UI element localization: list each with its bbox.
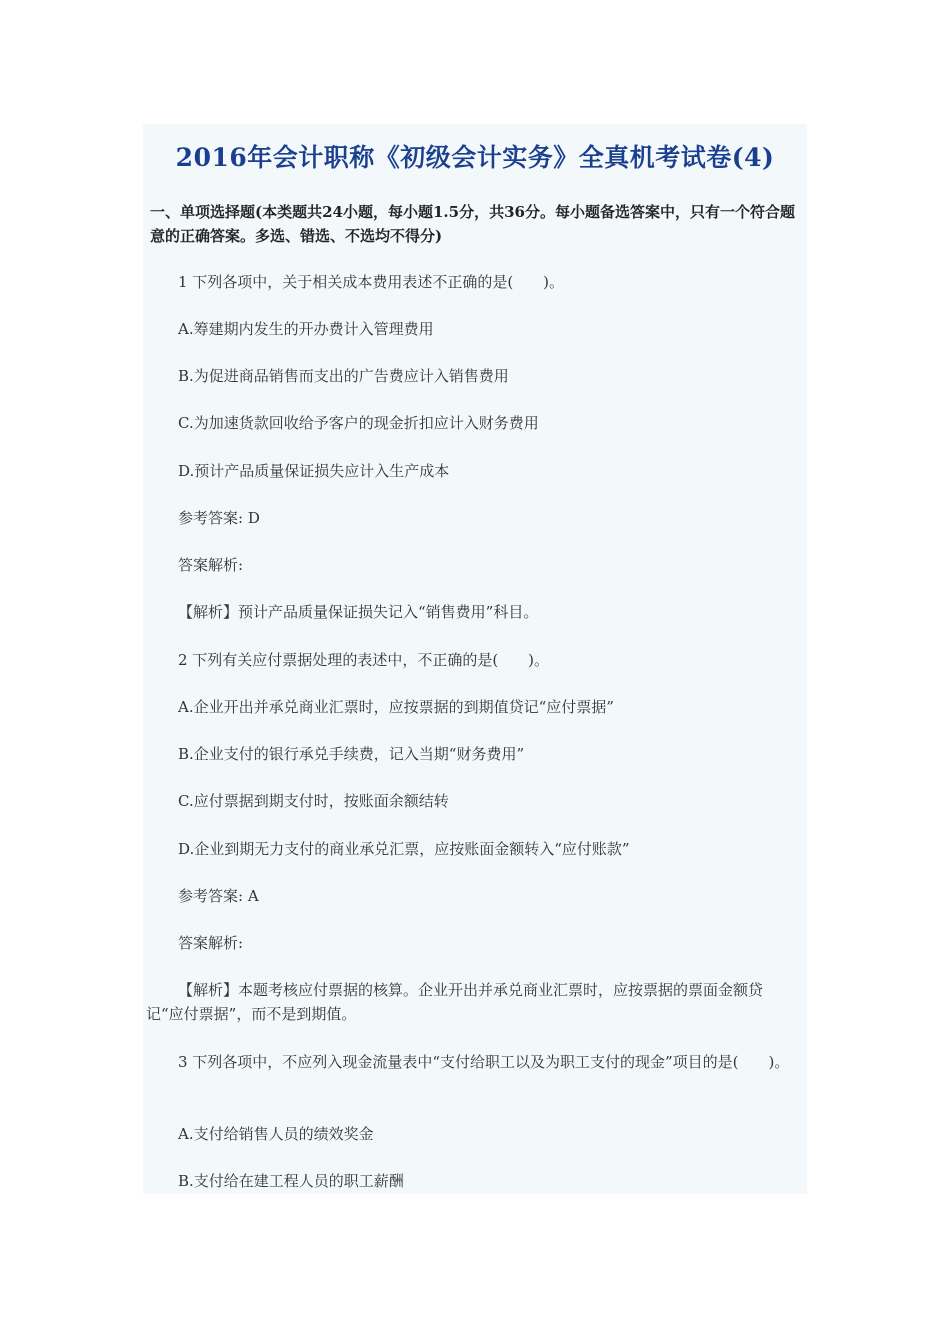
section-heading: 一、单项选择题(本类题共24小题，每小题1.5分，共36分。每小题备选答案中，只有一个符合题意的正确答案。多选、错选、不选均不得分) [150, 203, 795, 245]
question-1-option-b: B.为促进商品销售而支出的广告费应计入销售费用 [178, 367, 509, 385]
question-1-option-a: A.筹建期内发生的开办费计入管理费用 [178, 320, 434, 338]
question-2-analysis-label: 答案解析: [178, 934, 244, 952]
document-title: 2016年会计职称《初级会计实务》全真机考试卷(4) [175, 143, 775, 172]
question-2-option-c: C.应付票据到期支付时，按账面余额结转 [178, 792, 449, 810]
question-1-option-c: C.为加速货款回收给予客户的现金折扣应计入财务费用 [178, 414, 539, 432]
question-3-option-b: B.支付给在建工程人员的职工薪酬 [178, 1172, 404, 1190]
question-2-option-b: B.企业支付的银行承兑手续费，记入当期“财务费用” [178, 745, 525, 763]
question-2-stem: 2 下列有关应付票据处理的表述中，不正确的是( )。 [178, 651, 550, 669]
question-1-stem: 1 下列各项中，关于相关成本费用表述不正确的是( )。 [178, 273, 565, 291]
question-3-stem: 3 下列各项中，不应列入现金流量表中“支付给职工以及为职工支付的现金”项目的是( )。 [178, 1053, 790, 1071]
question-1-analysis-label: 答案解析: [178, 556, 244, 574]
question-2-analysis: 【解析】本题考核应付票据的核算。企业开出并承兑商业汇票时，应按票据的票面金额贷记“应付票据”，而不是到期值。 [146, 981, 764, 1023]
question-2-option-d: D.企业到期无力支付的商业承兑汇票，应按账面金额转入“应付账款” [178, 840, 630, 858]
question-2-option-a: A.企业开出并承兑商业汇票时，应按票据的到期值贷记“应付票据” [178, 698, 614, 716]
question-1-analysis: 【解析】预计产品质量保证损失记入“销售费用”科目。 [178, 603, 539, 621]
question-2-answer: 参考答案: A [178, 887, 259, 905]
question-1-answer: 参考答案: D [178, 509, 260, 527]
question-3-option-a: A.支付给销售人员的绩效奖金 [178, 1125, 374, 1143]
question-1-option-d: D.预计产品质量保证损失应计入生产成本 [178, 462, 450, 480]
